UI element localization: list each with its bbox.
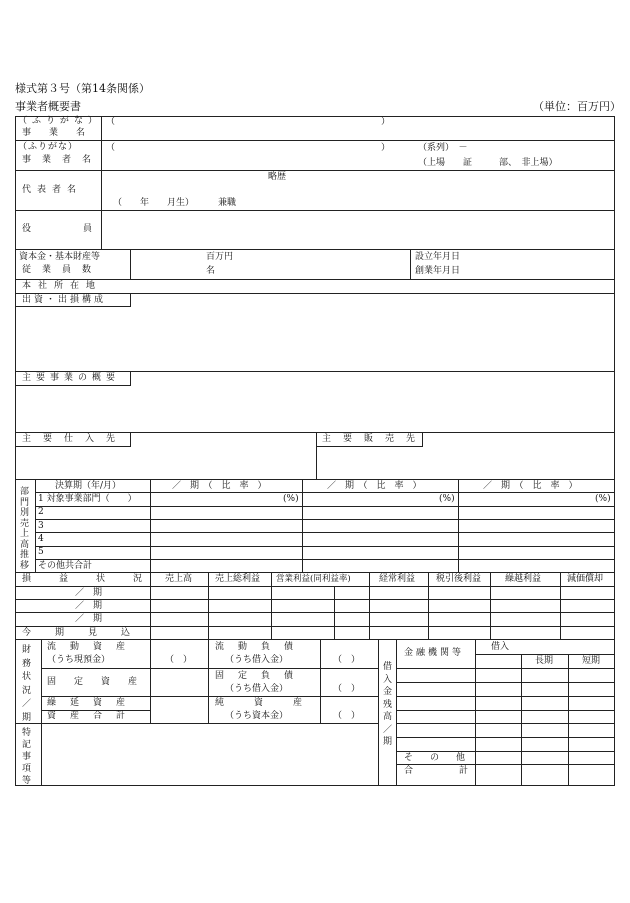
profit-status-label: 損益状況: [22, 574, 171, 584]
operator-name-label: 事業者名: [22, 155, 103, 165]
capital-unit: 百万円: [206, 252, 234, 262]
period-col-2: ／ 期 （ 比 率 ）: [327, 481, 422, 491]
operator-name-open-paren: （: [106, 143, 116, 153]
profit-period-label: ／ 期: [75, 601, 103, 611]
net-assets-label: 純資産: [215, 698, 333, 708]
paren-3: （ ）: [333, 684, 361, 694]
total-label: 合計: [404, 766, 515, 776]
keiretsu-label: （系列） －: [418, 143, 468, 153]
of-capital-label: （うち資本金）: [225, 711, 289, 721]
established-label: 設立年月日: [415, 252, 461, 262]
fiscal-period-label: 決算期（年/月）: [55, 481, 122, 491]
birth-label: （ 年 月生）: [113, 198, 195, 208]
capital-label: 資本金・基本財産等: [19, 252, 101, 262]
investment-label: 出資・出損構成: [22, 295, 107, 305]
short-term-label: 短期: [582, 656, 601, 666]
listing-label: （上場 証 部、 非上場）: [418, 158, 558, 168]
profit-col-header: 減価償却: [567, 574, 604, 584]
sales-row-label: 1 対象事業部門（ ）: [38, 494, 137, 504]
sales-row-label: 5: [38, 547, 44, 557]
sales-row-label: その他共合計: [38, 561, 93, 571]
loans-side-label: 借入金残高／期: [382, 662, 392, 747]
current-liabilities-label: 流動負債: [215, 642, 308, 652]
business-name-close-paren: ）: [381, 117, 391, 127]
profit-period-label: ／ 期: [75, 588, 103, 598]
paren-2: （ ）: [333, 655, 361, 665]
pct-2: (%): [439, 494, 455, 504]
unit-label: （単位：百万円）: [533, 100, 621, 113]
business-overview-label: 主要事業の概要: [22, 373, 121, 383]
officers-label: 役員: [22, 224, 145, 234]
sales-row-label: 4: [38, 534, 44, 544]
employees-unit: 名: [206, 266, 216, 276]
period-col-1: ／ 期 （ 比 率 ）: [172, 481, 267, 491]
profit-period-label: ／ 期: [75, 614, 103, 624]
fixed-liabilities-label: 固定負債: [215, 671, 308, 681]
concurrent-post-label: 兼職: [218, 198, 237, 208]
business-name-open-paren: （: [106, 117, 116, 127]
business-name-label: 事業名: [22, 128, 104, 138]
profit-col-header: 売上高: [165, 574, 193, 584]
furigana-label-2: （ふりがな）: [18, 142, 79, 152]
sales-row-label: 2: [38, 507, 44, 517]
long-term-label: 長期: [535, 656, 554, 666]
form-number: 様式第３号（第14条関係）: [15, 82, 150, 95]
paren-4: （ ）: [333, 711, 361, 721]
of-borrow-label: （うち借入金）: [225, 655, 289, 665]
profit-col-header: 繰越利益: [505, 574, 542, 584]
sales-row-label: 3: [38, 521, 44, 531]
form-title: 事業者概要書: [15, 100, 81, 113]
finance-side-label: 財務状況／期: [21, 645, 31, 723]
headquarters-label: 本社所在地: [22, 281, 103, 291]
career-label: 略歴: [268, 172, 287, 182]
total-assets-label: 資産合計: [47, 711, 140, 721]
deferred-assets-label: 繰延資産: [47, 698, 140, 708]
special-notes-label: 特記事項等: [21, 728, 31, 786]
representative-label: 代表者名: [22, 185, 83, 195]
profit-col-header: 税引後利益: [436, 574, 482, 584]
sales-side-label: 部門別売上高推移: [19, 487, 29, 571]
other-label: その他: [404, 753, 483, 763]
of-cash-label: （うち現預金）: [47, 655, 111, 665]
furigana-label-1: （ふりがな）: [18, 116, 98, 126]
profit-col-header: 売上総利益: [215, 574, 261, 584]
fixed-assets-label: 固定資産: [47, 677, 156, 687]
period-col-3: ／ 期 （ 比 率 ）: [483, 481, 578, 491]
paren-1: （ ）: [165, 655, 193, 665]
current-assets-label: 流動資産: [47, 642, 140, 652]
operator-name-close-paren: ）: [381, 143, 391, 153]
pct-3: (%): [595, 494, 611, 504]
profit-col-header: 経常利益: [379, 574, 416, 584]
forecast-label: 今期見込: [22, 628, 155, 638]
institutions-label: 金融機関等: [404, 648, 465, 658]
suppliers-label: 主要仕入先: [22, 434, 128, 444]
employees-label: 従業員数: [22, 265, 103, 275]
customers-label: 主要販売先: [322, 434, 428, 444]
pct-1: (%): [283, 494, 299, 504]
of-borrow-label: （うち借入金）: [225, 684, 289, 694]
borrowing-label: 借入: [491, 642, 510, 652]
profit-col-header: 営業利益(同利益率): [276, 574, 351, 584]
founded-label: 創業年月日: [415, 266, 461, 276]
